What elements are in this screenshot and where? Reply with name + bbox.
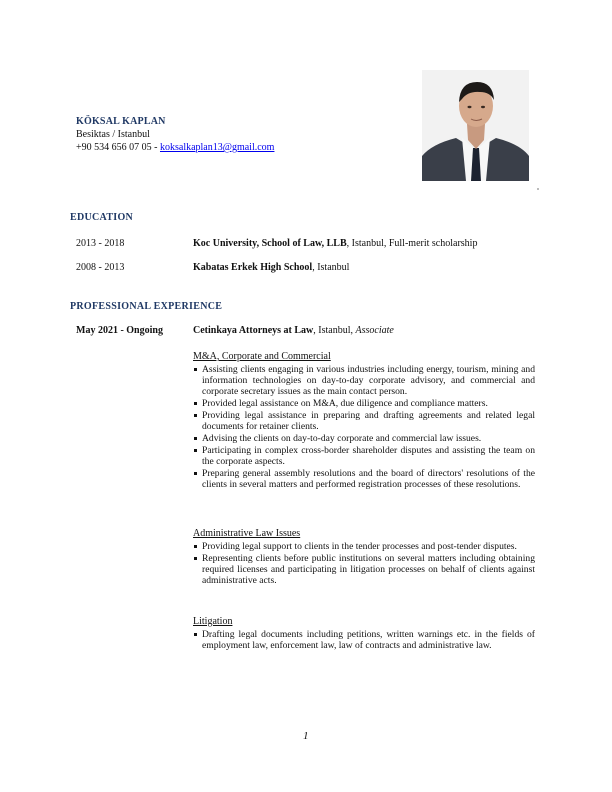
practice-area-corporate [193,351,535,491]
bullet-list [193,364,535,490]
experience-header [193,325,394,336]
position-title: Associate [355,325,394,336]
practice-title: Administrative Law Issues [193,528,301,539]
education-heading: EDUCATION [70,212,134,223]
bullet-item: Drafting legal documents including petitions, written warnings etc. in the fields of employment law, enforcement law, law of contracts and administrative law. [193,629,535,651]
bullet-item: Representing clients before public institutions on several matters including obtaining required licenses and participating in litigation processes on behalf of clients against administrative acts. [193,553,535,587]
firm-name: Cetinkaya Attorneys at Law [193,325,314,336]
bullet-item: Participating in complex cross-border shareholder disputes and assisting the team on the corporate aspects. [193,445,535,467]
bullet-item: Assisting clients engaging in various industries including energy, tourism, mining and information technologies on day-to-day corporate advisory, and commercial and corporate secretary issues as the main contact person. [193,364,535,398]
firm-location: , Istanbul, [313,325,356,336]
bullet-item: Providing legal support to clients in the tender processes and post-tender disputes. [193,541,535,552]
bullet-item: Preparing general assembly resolutions and the board of directors' resolutions of the clients in several matters and performed registration processes of these resolutions. [193,468,535,490]
bullet-item: Providing legal assistance in preparing and drafting agreements and related legal documents for retainer clients. [193,410,535,432]
practice-title: M&A, Corporate and Commercial [193,351,331,362]
candidate-phone: +90 534 656 07 05 - [76,142,160,153]
education-details-2: , Istanbul [312,262,350,273]
practice-area-administrative [193,528,535,587]
bullet-list [193,629,535,651]
education-institution-1: Koc University, School of Law, LLB [193,238,347,249]
experience-heading: PROFESSIONAL EXPERIENCE [70,301,223,312]
practice-area-litigation [193,616,535,652]
practice-title: Litigation [193,616,233,627]
contact-line [76,142,274,153]
profile-photo [422,70,529,181]
experience-date: May 2021 - Ongoing [76,325,163,336]
education-date-1: 2013 - 2018 [76,238,125,249]
education-entry-1 [193,238,535,249]
candidate-name: KÖKSAL KAPLAN [76,116,166,127]
page-number: 1 [303,730,309,742]
bullet-list [193,541,535,586]
email-link[interactable]: koksalkaplan13@gmail.com [159,142,275,153]
education-date-2: 2008 - 2013 [76,262,125,273]
education-details-1: , Istanbul, Full-merit scholarship [346,238,478,249]
candidate-location: Besiktas / Istanbul [76,129,150,140]
education-entry-2 [193,262,535,273]
bullet-item: Advising the clients on day-to-day corporate and commercial law issues. [193,433,535,444]
profile-photo-illustration [422,70,529,181]
education-institution-2: Kabatas Erkek High School [193,262,313,273]
bullet-item: Provided legal assistance on M&A, due diligence and compliance matters. [193,398,535,409]
decorative-dot [537,188,539,190]
